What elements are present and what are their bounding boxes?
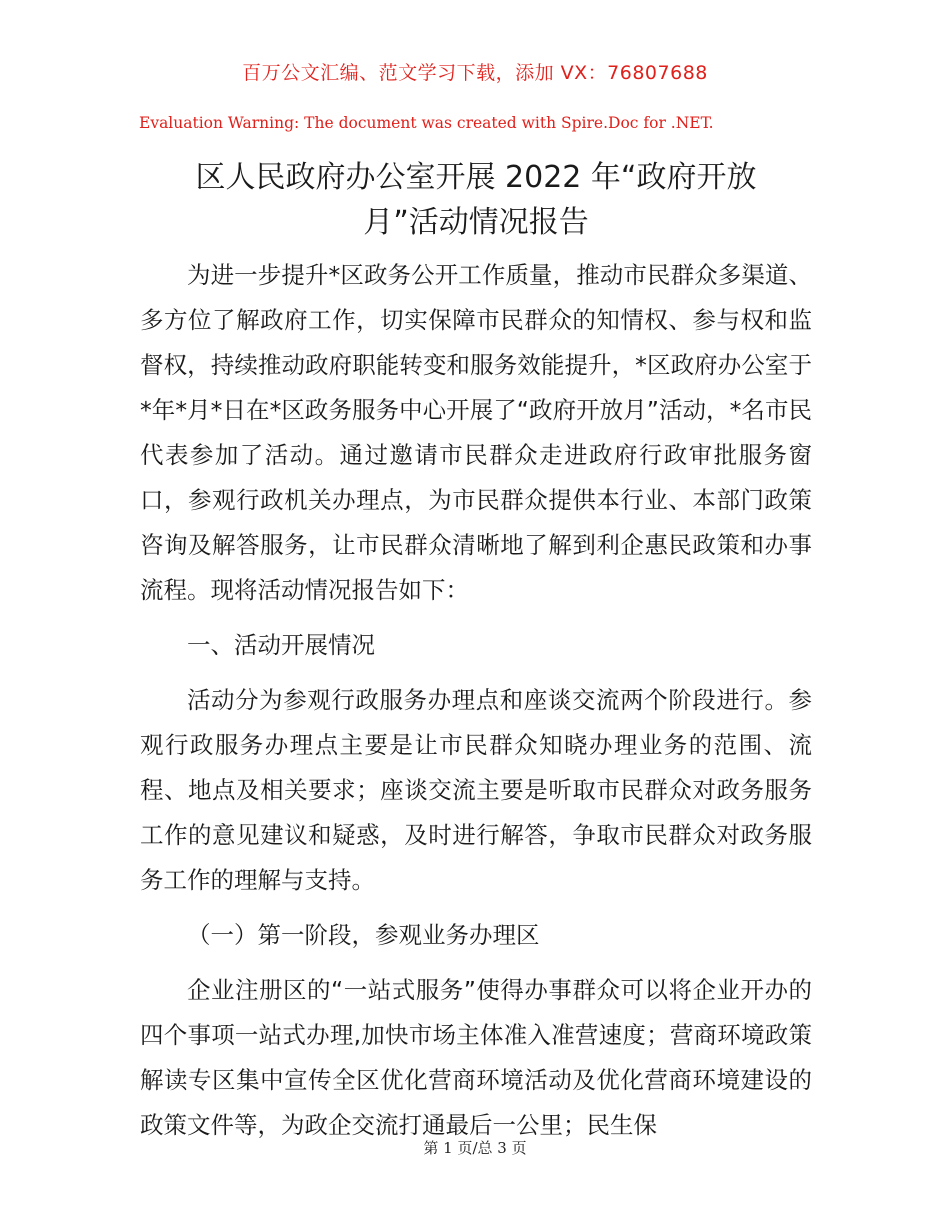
- evaluation-warning: Evaluation Warning: The document was created with Spire.Doc for .NET.: [139, 114, 714, 132]
- section-heading-1: 一、活动开展情况: [187, 631, 375, 659]
- promo-banner: 百万公文汇编、范文学习下载，添加 VX：76807688: [242, 62, 708, 84]
- subsection-heading-1: （一）第一阶段，参观业务办理区: [187, 921, 540, 949]
- intro-paragraph: 为进一步提升*区政务公开工作质量，推动市民群众多渠道、多方位了解政府工作，切实保障市民群众的知情权、参与权和监督权，持续推动政府职能转变和服务效能提升，*区政府办公室于*年*月*日在*区政务服务中心开展了“政府开放月”活动，*名市民代表参加了活动。通过邀请市民群众走进政府行政审批服务窗口，参观行政机关办理点，为市民群众提供本行业、本部门政策咨询及解答服务，让市民群众清晰地了解到利企惠民政策和办事流程。现将活动情况报告如下：: [140, 261, 812, 604]
- document-title: [140, 155, 812, 245]
- page-indicator: 第 1 页/总 3 页: [423, 1139, 527, 1157]
- document-body: [140, 253, 812, 1148]
- activity-paragraph: 活动分为参观行政服务办理点和座谈交流两个阶段进行。参观行政服务办理点主要是让市民群众知晓办理业务的范围、流程、地点及相关要求；座谈交流主要是听取市民群众对政务服务工作的意见建议和疑惑，及时进行解答，争取市民群众对政务服务工作的理解与支持。: [140, 686, 812, 894]
- stage-one-paragraph: 企业注册区的“一站式服务”使得办事群众可以将企业开办的四个事项一站式办理,加快市场主体准入准营速度；营商环境政策解读专区集中宣传全区优化营商环境活动及优化营商环境建设的政策文件等，为政企交流打通最后一公里；民生保: [140, 976, 812, 1139]
- title-line-2: 月”活动情况报告: [363, 205, 589, 240]
- title-line-1: 区人民政府办公室开展 2022 年“政府开放: [195, 160, 757, 195]
